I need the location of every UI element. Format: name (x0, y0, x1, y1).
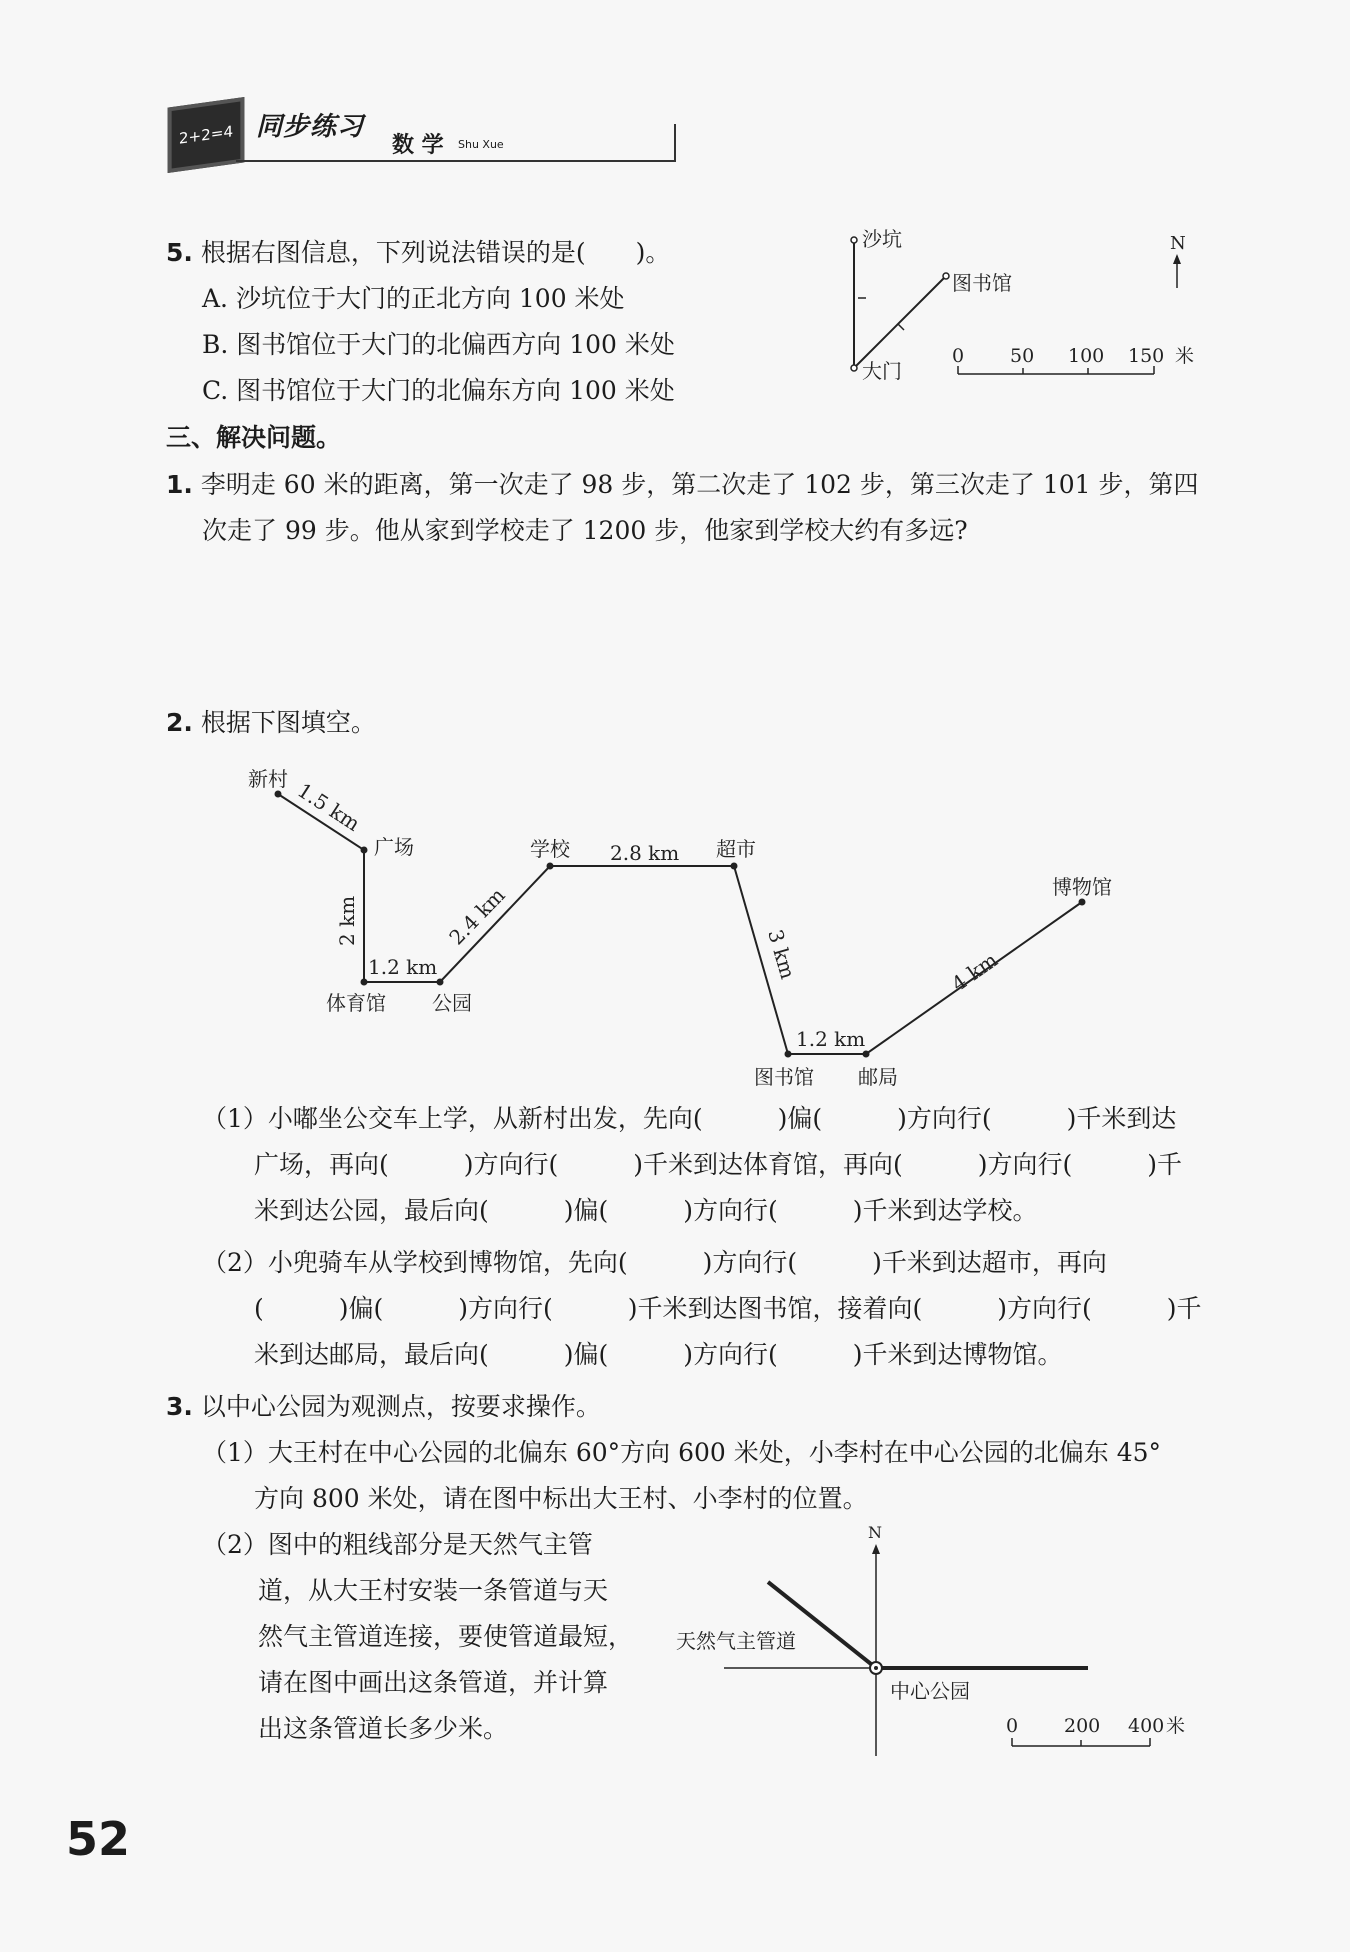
q5-stem-text: 根据右图信息，下列说法错误的是( )。 (200, 238, 671, 267)
p2-stem-text: 根据下图填空。 (200, 708, 376, 737)
p3-sub1-line-1: （1）大王村在中心公园的北偏东 60°方向 600 米处，小李村在中心公园的北偏东 45° (202, 1438, 1162, 1467)
tushuguan-point (785, 1051, 792, 1058)
bowuguan-point (1079, 899, 1086, 906)
p3-stem (166, 1384, 601, 1430)
dist-xuexiao-chaoshi: 2.8 km (610, 841, 680, 865)
q5-scale-tick-100: 100 (1068, 345, 1105, 367)
tushuguan-label: 图书馆 (754, 1065, 814, 1089)
pipeline-figure (668, 1520, 1208, 1760)
p3-stem-text: 以中心公园为观测点，按要求操作。 (200, 1392, 601, 1421)
q5-stem (166, 230, 670, 276)
tiyuguan-label: 体育馆 (326, 991, 386, 1015)
page-header (160, 98, 520, 176)
q5-scale-tick-0: 0 (952, 345, 965, 367)
p3-number: 3. (166, 1392, 193, 1421)
chalkboard-icon (168, 97, 245, 173)
p2-sub2-line-3: 米到达邮局，最后向( )偏( )方向行( )千米到达博物馆。 (254, 1340, 1063, 1369)
dist-guangchang-tiyuguan: 2 km (335, 895, 359, 946)
p3-scale-unit: 米 (1166, 1715, 1186, 1737)
dist-gongyuan-xuexiao: 2.4 km (444, 882, 510, 950)
q5-number: 5. (166, 238, 193, 267)
gate-point (851, 365, 857, 371)
dist-xincun-guangchang: 1.5 km (293, 778, 365, 836)
library-label: 图书馆 (952, 271, 1012, 295)
p2-sub2-line-2: ( )偏( )方向行( )千米到达图书馆，接着向( )方向行( )千 (254, 1294, 1202, 1323)
pipeline-label: 天然气主管道 (676, 1629, 796, 1653)
bowuguan-label: 博物馆 (1052, 875, 1112, 899)
p3-sub2-line-3: 然气主管道连接，要使管道最短， (258, 1622, 634, 1651)
subject-pinyin: Shu Xue (458, 138, 504, 151)
p3-sub2-line-2: 道，从大王村安装一条管道与天 (258, 1576, 609, 1605)
gongyuan-label: 公园 (432, 991, 472, 1015)
p3-sub2-line-1: （2）图中的粗线部分是天然气主管 (202, 1530, 593, 1559)
series-title: 同步练习 (256, 112, 365, 142)
q5-scale-tick-150: 150 (1128, 345, 1165, 367)
p2-sub2-line-1: （2）小兜骑车从学校到博物馆，先向( )方向行( )千米到达超市，再向 (202, 1248, 1107, 1277)
library-point (943, 273, 949, 279)
p3-sub1-line-2: 方向 800 米处，请在图中标出大王村、小李村的位置。 (254, 1484, 868, 1513)
board-text: 2+2=4 (178, 122, 234, 148)
park-label: 中心公园 (890, 1679, 970, 1703)
header-rule (236, 160, 676, 162)
xuexiao-label: 学校 (530, 837, 570, 861)
p3-scale-tick-400: 400 (1128, 1715, 1165, 1737)
section-title: 三、解决问题。 (166, 423, 342, 452)
guangchang-label: 广场 (374, 835, 414, 859)
p3-scale-tick-0: 0 (1006, 1715, 1019, 1737)
p2-sub1-line-1: （1）小嘟坐公交车上学，从新村出发，先向( )偏( )方向行( )千米到达 (202, 1104, 1177, 1133)
p2-stem (166, 700, 376, 746)
subject-title: 数 学 (392, 133, 444, 158)
q5-option-a: A. 沙坑位于大门的正北方向 100 米处 (202, 284, 625, 313)
p1-line-1-text: 李明走 60 米的距离，第一次走了 98 步，第二次走了 102 步，第三次走了 101 步，第四 (200, 470, 1199, 499)
xuexiao-point (547, 863, 554, 870)
xincun-label: 新村 (248, 767, 288, 791)
p1-number: 1. (166, 470, 193, 499)
chaoshi-label: 超市 (716, 837, 756, 861)
dist-chaoshi-tushuguan: 3 km (763, 926, 801, 982)
page-number: 52 (66, 1812, 131, 1866)
p3-north-label: N (868, 1523, 882, 1542)
q5-option-c: C. 图书馆位于大门的北偏东方向 100 米处 (202, 376, 675, 405)
sandpit-label: 沙坑 (862, 227, 902, 251)
youju-label: 邮局 (858, 1065, 898, 1089)
youju-point (863, 1051, 870, 1058)
p2-sub1-line-3: 米到达公园，最后向( )偏( )方向行( )千米到达学校。 (254, 1196, 1038, 1225)
xincun-point (275, 791, 282, 798)
p3-sub2-line-4: 请在图中画出这条管道，并计算 (258, 1668, 609, 1697)
p2-sub1-line-2: 广场，再向( )方向行( )千米到达体育馆，再向( )方向行( )千 (254, 1150, 1183, 1179)
q5-option-b: B. 图书馆位于大门的北偏西方向 100 米处 (202, 330, 675, 359)
header-rule-end (674, 124, 676, 162)
dist-youju-bowuguan: 4 km (947, 947, 1002, 997)
q5-scale-tick-50: 50 (1010, 345, 1035, 367)
chaoshi-point (731, 863, 738, 870)
sandpit-point (851, 237, 857, 243)
north-label: N (1170, 233, 1186, 254)
p3-sub2-line-5: 出这条管道长多少米。 (258, 1714, 509, 1743)
dist-tiyuguan-gongyuan: 1.2 km (368, 955, 438, 979)
p1-line-2: 次走了 99 步。他从家到学校走了 1200 步，他家到学校大约有多远? (202, 516, 968, 545)
guangchang-point (361, 847, 368, 854)
q5-scale-unit: 米 (1175, 345, 1195, 367)
pipeline-thick-left (768, 1582, 876, 1668)
route-map (240, 760, 1140, 1100)
tiyuguan-point (361, 979, 368, 986)
dist-tushuguan-youju: 1.2 km (796, 1027, 866, 1051)
gate-label: 大门 (862, 359, 902, 383)
p1-line-1 (166, 462, 1199, 508)
route-line (278, 794, 1082, 1054)
q5-direction-figure (840, 226, 1200, 396)
north-arrow-icon (872, 1544, 880, 1554)
p3-scale-tick-200: 200 (1064, 1715, 1101, 1737)
p2-number: 2. (166, 708, 193, 737)
gongyuan-point (437, 979, 444, 986)
